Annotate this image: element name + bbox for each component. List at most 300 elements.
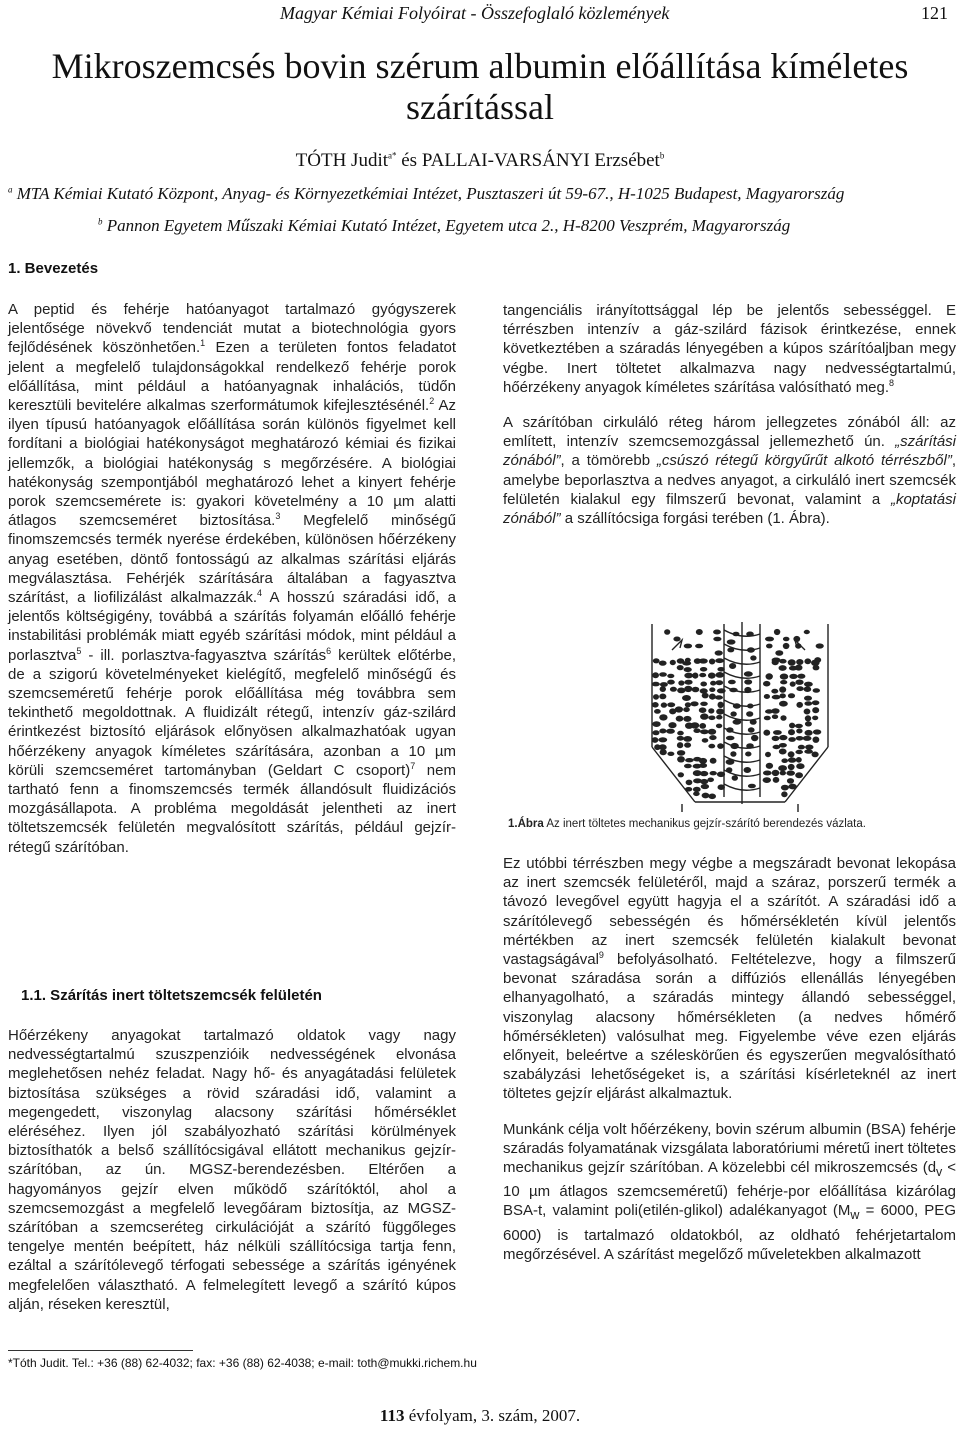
particle bbox=[796, 702, 803, 708]
section-heading: 1. Bevezetés bbox=[8, 260, 99, 277]
particle bbox=[804, 658, 811, 664]
zone-name: „szárítási zónából” bbox=[503, 433, 956, 470]
particle bbox=[796, 736, 804, 741]
text-run: Az ilyen típusú hatóanyagok előállítása során különös figyelmet kell fordítani a biológiai hatékonyságot meghatározó kémiai és fizikai jellemzők, a biológiai hatékonyság s megőrzésére. A biológiai hatékonyság szempontjából meghatározó lehet a kinyert fehérje porok szemcsemérete is: gyakori követelmény a 10 µm alatti átlagos szemcseméret biztosítása. bbox=[8, 397, 456, 530]
particle bbox=[779, 735, 787, 740]
particle bbox=[775, 650, 783, 656]
text-run: tangenciális irányítottsággal lép be jelentős sebességgel. E térrészben intenzív a gáz-szilárd fázisok érintkezése, ennek következtében a száradás lényegében a kúpos szárítóaljban megy végbe. Inert töltetet alkalmazva nagy nedvességtartalmú, hőérzékeny anyagok kíméletes szárítása valósítható meg. bbox=[503, 302, 956, 396]
particle bbox=[772, 695, 781, 700]
particle bbox=[779, 701, 788, 707]
particle bbox=[664, 629, 670, 635]
particle bbox=[805, 745, 813, 750]
particle bbox=[783, 637, 790, 642]
particle bbox=[763, 777, 771, 783]
page-footer bbox=[0, 1406, 960, 1426]
particle bbox=[781, 785, 789, 791]
particle bbox=[812, 707, 819, 713]
particle bbox=[667, 680, 675, 685]
particle bbox=[670, 687, 677, 692]
particle bbox=[696, 629, 703, 635]
particle bbox=[699, 763, 707, 768]
affiliation-b-text: Pannon Egyetem Műszaki Kémiai Kutató Intézet, Egyetem utca 2., H-8200 Veszprém, Magyarország bbox=[106, 216, 791, 235]
particle bbox=[773, 730, 782, 735]
particle bbox=[677, 665, 684, 670]
particle bbox=[788, 764, 795, 770]
particle bbox=[814, 657, 821, 663]
particle bbox=[730, 743, 738, 749]
particle bbox=[748, 784, 756, 789]
particle bbox=[699, 673, 706, 677]
ref: 1 bbox=[200, 338, 206, 349]
author-1-affil: a* bbox=[388, 150, 397, 161]
particle bbox=[798, 745, 805, 750]
particle bbox=[795, 680, 803, 685]
left-column-lower bbox=[8, 1026, 456, 1330]
author-list bbox=[0, 150, 960, 172]
particle bbox=[652, 737, 659, 743]
particle bbox=[710, 771, 717, 775]
particle bbox=[684, 667, 692, 672]
particle bbox=[746, 711, 753, 717]
particle bbox=[786, 770, 795, 775]
particle bbox=[654, 709, 661, 714]
paragraph: Hőérzékeny anyagokat tartalmazó oldatok vagy nagy nedvességtartalmú szuszpenzióik nedvességének elvonása meglehetősen nehéz feladat. Nagy hő- és anyagátadási felületek biztosítása szükséges a rövid száradási idő, valamint a megengedett, viszonylag alacsony szárítási hőmérséklet eléréséhez. Ilyen jól szabályozható szárítási körülmények biztosíthatók a belső szállítócsigával ellátott mechanikus gejzír-szárítóban, az ún. MGSZ-berendezésben. Eltérően a hagyományos gejzír elven működő szárítóktól, ahol a szemcsemozgást a megfelelő levegőáram biztosítja, az MGSZ-szárítóban a szemcseréteg cirkulációját a szárító függőleges tengelye mentén beépített, ház nélküli szállítócsiga tartja fenn, ezáltal a szárítólevegő térfogati sebessége a szárítás igényének megfelelően választható. A felmelegített levegő a szárító kúpos alján, réseken keresztül, bbox=[8, 1027, 456, 1313]
particle bbox=[771, 708, 779, 714]
particle bbox=[699, 758, 707, 764]
particle bbox=[710, 681, 716, 686]
particle bbox=[700, 688, 708, 693]
particle bbox=[668, 722, 676, 728]
text-run: Ezen a területen fontos feladatot jelent a megfelelő tulajdonságokkal rendelkező fehérje porok előállítása, mint például a hatóanyagnak inhalációs, tüdőn keresztüli bevitelére alkalmas szerformátumok kifejlesztésénél. bbox=[8, 339, 456, 415]
particle bbox=[660, 682, 668, 687]
particle bbox=[813, 665, 820, 670]
particle bbox=[804, 686, 812, 692]
particle bbox=[653, 694, 659, 700]
particle bbox=[702, 693, 709, 699]
ref: 3 bbox=[275, 511, 281, 522]
affiliation-a-marker: a bbox=[8, 184, 13, 195]
text-run: a szállítócsiga forgási terében (1. Ábra). bbox=[560, 510, 830, 528]
particle bbox=[733, 703, 741, 708]
particle bbox=[684, 764, 692, 769]
text-run: , amelybe beporlasztva a nedves anyagot, a cirkuláló inert szemcsék felületén kialakul egy filmszerű bevonat, valamint a bbox=[503, 452, 956, 508]
particle bbox=[766, 644, 773, 649]
particle bbox=[779, 749, 787, 755]
zone-name: „koptatási zónából” bbox=[503, 490, 956, 528]
particle bbox=[659, 661, 667, 666]
particle bbox=[716, 715, 722, 720]
particle bbox=[744, 671, 753, 676]
particle bbox=[795, 724, 803, 728]
ref: 8 bbox=[889, 377, 895, 388]
particle bbox=[796, 659, 803, 665]
particle bbox=[685, 758, 694, 762]
particle bbox=[803, 736, 812, 741]
subscript: w bbox=[850, 1208, 860, 1223]
particle bbox=[744, 767, 752, 773]
particle bbox=[745, 752, 751, 757]
particle bbox=[715, 650, 723, 655]
text-run: , a tömörebb bbox=[560, 452, 657, 470]
particle bbox=[717, 743, 724, 749]
particle bbox=[748, 727, 755, 732]
particle bbox=[816, 643, 824, 648]
footnote-divider bbox=[8, 1350, 193, 1351]
particle bbox=[772, 736, 780, 741]
particle bbox=[652, 721, 660, 727]
particle bbox=[780, 680, 787, 684]
particle bbox=[788, 757, 797, 762]
particle bbox=[766, 673, 773, 679]
particle bbox=[727, 648, 734, 653]
paragraph bbox=[503, 413, 956, 528]
particle bbox=[667, 674, 674, 678]
particle bbox=[686, 780, 693, 786]
particle bbox=[708, 729, 716, 735]
text-run: A szárítóban cirkuláló réteg három jellegzetes zónából áll: az említett, intenzív szemcsemozgással jellemezhető ún. bbox=[503, 414, 956, 451]
particle bbox=[729, 663, 736, 669]
author-conj: és bbox=[396, 150, 422, 171]
particle bbox=[716, 724, 722, 729]
particle bbox=[708, 708, 714, 713]
particle bbox=[744, 687, 751, 693]
particle bbox=[744, 679, 752, 684]
particle bbox=[658, 737, 667, 742]
particle bbox=[659, 672, 667, 677]
volume-text: évfolyam, 3. szám, 2007. bbox=[404, 1406, 581, 1425]
title-line-2: szárítással bbox=[406, 87, 554, 127]
particle bbox=[677, 756, 685, 762]
particle bbox=[787, 778, 794, 784]
particle bbox=[700, 729, 709, 734]
particle bbox=[709, 735, 716, 740]
particle bbox=[716, 709, 724, 715]
particle bbox=[773, 777, 780, 783]
ref: 5 bbox=[76, 645, 82, 656]
affiliation-b-marker: b bbox=[98, 216, 103, 227]
figure-caption-text: Az inert töltetes mechanikus gejzír-szárító berendezés vázlata. bbox=[543, 818, 866, 830]
particle bbox=[727, 639, 736, 644]
author-2-affil: b bbox=[659, 150, 665, 161]
particle bbox=[804, 749, 813, 753]
particle bbox=[804, 630, 810, 634]
particle bbox=[715, 658, 724, 663]
volume-number: 113 bbox=[379, 1406, 405, 1425]
particle bbox=[699, 723, 706, 729]
particle bbox=[780, 771, 786, 776]
particle bbox=[660, 686, 666, 692]
particle bbox=[783, 643, 790, 649]
journal-header: Magyar Kémiai Folyóirat - Összefoglaló közlemények bbox=[280, 3, 670, 23]
particle bbox=[796, 757, 802, 763]
particle bbox=[678, 772, 684, 777]
particle bbox=[804, 696, 812, 701]
text-run: A peptid és fehérje hatóanyagot tartalmazó gyógyszerek jelentősége növekvő tendenciát mutat a biotechnológia gyors fejlődésének köszönhetően. bbox=[8, 301, 456, 357]
particle bbox=[690, 722, 699, 728]
particle bbox=[666, 729, 675, 734]
particle bbox=[685, 787, 692, 792]
ref: 6 bbox=[326, 645, 332, 656]
left-column bbox=[8, 300, 456, 873]
text-run: A hosszú száradási idő, a jelentős költségigény, továbbá a szárítás folyamán előálló fehérje instabilitási problémák miatt egyéb szárítási módok, mint például a porlasztva bbox=[8, 589, 456, 664]
particle bbox=[699, 658, 708, 663]
particle bbox=[700, 779, 708, 784]
particle bbox=[788, 751, 795, 757]
particle bbox=[796, 763, 804, 769]
right-column-top bbox=[503, 301, 956, 544]
text-run: - ill. porlasztva-fagyasztva szárítás bbox=[81, 646, 327, 664]
particle bbox=[747, 647, 755, 652]
right-column-bottom bbox=[503, 854, 956, 1280]
particle bbox=[804, 709, 811, 715]
particle bbox=[781, 758, 788, 763]
particle bbox=[667, 752, 674, 756]
particle bbox=[730, 711, 736, 716]
paragraph bbox=[503, 301, 956, 397]
particle bbox=[708, 716, 715, 721]
particle bbox=[673, 637, 680, 642]
paragraph bbox=[503, 854, 956, 1104]
particle bbox=[726, 767, 732, 773]
particle bbox=[805, 715, 811, 721]
particle bbox=[684, 673, 693, 679]
particle bbox=[779, 686, 786, 692]
particle bbox=[750, 719, 757, 725]
particle bbox=[685, 658, 691, 662]
particle bbox=[718, 784, 725, 790]
particle bbox=[788, 784, 796, 790]
particle bbox=[702, 793, 710, 799]
figure-caption bbox=[508, 818, 866, 830]
corresponding-author-footnote: *Tóth Judit. Tel.: +36 (88) 62-4032; fax: +36 (88) 62-4038; e-mail: toth@mukki.richem.hu bbox=[8, 1356, 477, 1370]
particle bbox=[659, 729, 666, 734]
particle bbox=[690, 701, 698, 706]
particle bbox=[685, 702, 691, 707]
particle bbox=[709, 687, 715, 692]
particle bbox=[747, 704, 753, 709]
particle bbox=[653, 658, 660, 663]
particle bbox=[804, 682, 813, 687]
particle bbox=[700, 682, 707, 687]
particle bbox=[795, 772, 803, 778]
particle bbox=[653, 730, 660, 735]
particle bbox=[677, 688, 685, 694]
particle bbox=[675, 706, 683, 712]
particle bbox=[659, 694, 666, 700]
particle bbox=[765, 752, 771, 757]
particle bbox=[805, 730, 813, 736]
text-run: nem tartható fenn a finomszemcsés termék állandósult fluidizációs mozgásállapota. A probléma megoldását jelentheti az inert töltetszemcsék felületén megvalósított szárítás, például gejzír-rétegű szárítóban. bbox=[8, 761, 456, 856]
particle bbox=[678, 680, 684, 685]
title-line-1: Mikroszemcsés bovin szérum albumin előállítása kíméletes bbox=[51, 46, 909, 86]
ref: 2 bbox=[429, 396, 435, 407]
article-title bbox=[0, 46, 960, 128]
page-number: 121 bbox=[921, 3, 948, 23]
particle bbox=[813, 729, 821, 734]
particle bbox=[683, 716, 691, 722]
particle bbox=[708, 673, 716, 679]
text-run: kerültek előtérbe, de a szigorú követelményeket kielégítő, megfelelő minőségű és szemcseméretű fehérje porok előállítása még továbbra sem tekinthető megoldottnak. A fluidizált rétegű, intenzív gáz-szilárd érintkezést biztosító eljárások előnyösen alkalmazhatóak ugyan hőérzékeny anyagok kíméletes szárítására, azonban a 10 µm körüli szemcseméret tartományban (Geldart C csoport) bbox=[8, 646, 456, 779]
particle bbox=[709, 694, 716, 700]
subscript: v bbox=[936, 1165, 943, 1180]
particle bbox=[693, 728, 700, 733]
particle bbox=[692, 673, 698, 679]
affiliation-a bbox=[8, 184, 958, 204]
particle bbox=[746, 632, 754, 637]
particle bbox=[772, 770, 780, 776]
particle bbox=[813, 737, 820, 743]
affiliation-a-text: MTA Kémiai Kutató Központ, Anyag- és Környezetkémiai Intézet, Pusztaszeri út 59-67., H-1025 Budapest, Magyarország bbox=[16, 184, 845, 203]
particle bbox=[793, 636, 800, 642]
particle bbox=[659, 714, 667, 720]
particle bbox=[684, 742, 691, 747]
particle bbox=[708, 794, 716, 800]
particle bbox=[716, 672, 725, 678]
particle bbox=[718, 702, 724, 708]
particle bbox=[676, 716, 684, 722]
particle bbox=[764, 694, 770, 699]
particle bbox=[772, 658, 781, 663]
particle bbox=[661, 702, 667, 707]
particle bbox=[729, 688, 737, 693]
particle bbox=[779, 743, 787, 748]
particle bbox=[652, 682, 660, 687]
particle bbox=[765, 637, 774, 642]
particle bbox=[796, 729, 802, 734]
particle bbox=[750, 655, 756, 660]
particle bbox=[763, 730, 770, 736]
particle bbox=[683, 736, 692, 742]
ref: 4 bbox=[257, 588, 263, 599]
particle bbox=[717, 688, 726, 693]
text-run: < 10 µm átlagos szemcseméretű) fehérje-por előállítása kizárólag BSA-t, valamint poli(etilén-glikol) adalékanyagot (M bbox=[503, 1159, 956, 1220]
particle bbox=[778, 765, 787, 771]
particle bbox=[717, 667, 724, 672]
subsection-heading: 1.1. Szárítás inert töltetszemcsék felületén bbox=[21, 987, 322, 1004]
figure-label: 1.Ábra bbox=[508, 818, 544, 830]
particle bbox=[700, 667, 707, 672]
particle bbox=[812, 700, 820, 705]
particle bbox=[682, 695, 691, 701]
particle bbox=[709, 659, 715, 665]
particle bbox=[780, 715, 786, 721]
text-run: = 6000, PEG 6000) is tartalmazó oldatokból, az oldható fehérjetartalom megőrzésével. A szárítást megelőző műveletekben alkalmazott bbox=[503, 1202, 956, 1263]
particle bbox=[812, 752, 819, 758]
particle bbox=[780, 693, 786, 698]
particle bbox=[684, 644, 692, 649]
particle bbox=[796, 686, 803, 691]
author-1: TÓTH Judit bbox=[295, 150, 388, 171]
particle bbox=[790, 681, 796, 686]
particle bbox=[789, 674, 797, 679]
particle bbox=[805, 721, 812, 726]
particle bbox=[813, 688, 820, 693]
particle bbox=[733, 719, 742, 724]
particle bbox=[652, 672, 659, 678]
particle bbox=[726, 736, 735, 741]
particle bbox=[716, 680, 724, 685]
particle bbox=[795, 665, 803, 671]
particle bbox=[670, 660, 676, 665]
particle bbox=[710, 758, 717, 764]
particle bbox=[795, 643, 801, 648]
particle bbox=[707, 778, 714, 783]
text-run: befolyásolható. Feltételezve, hogy a filmszerű bevonat száradása során a diffúziós ellenállás lényegében elhanyagolható, a száradás mintegy állandó sebességgel, viszonylag alacsony hőmérsékleten (a nedves hőmérő hőmérsékleten) valósulhat meg. Figyelembe véve ezen eljárás előnyeit, beleértve a széleskörűen és egyszerűen megvalósítható szabályzási lehetőségeket is, a szárítási kísérleteknél az inert töltetes gejzír eljárást alkalmaztuk. bbox=[503, 951, 956, 1103]
text-run: Munkánk célja volt hőérzékeny, bovin szérum albumin (BSA) fehérje száradás folyamatának vizsgálata laboratóriumi méretű inert töltetes mechanikus gejzír szárítóban. A közelebbi cél mikroszemcsés (d bbox=[503, 1120, 956, 1177]
particle bbox=[764, 716, 771, 721]
particle bbox=[788, 693, 795, 698]
particle bbox=[733, 632, 740, 637]
particle bbox=[795, 750, 803, 754]
particle bbox=[726, 759, 735, 765]
particle bbox=[763, 771, 772, 776]
particle bbox=[695, 644, 703, 649]
particle bbox=[730, 751, 736, 757]
author-2: PALLAI-VARSÁNYI Erzsébet bbox=[421, 150, 660, 171]
particle bbox=[728, 680, 736, 685]
text-run: Megfelelő minőségű finomszemcsés termék nyerése érdekében, különösen hőérzékeny anyag esetében, döntő fontosságú az alkalmas szárítási eljárás megválasztása. Fehérjék szárítására általában a fagyasztva szárítást, a liofilizálást alkalmazzák. bbox=[8, 512, 456, 607]
particle bbox=[667, 702, 675, 707]
particle bbox=[700, 771, 708, 776]
particle bbox=[677, 742, 683, 748]
ref: 7 bbox=[410, 760, 416, 771]
particle bbox=[788, 659, 796, 665]
intro-paragraph bbox=[8, 300, 456, 857]
particle bbox=[713, 637, 721, 642]
particle bbox=[717, 772, 725, 778]
zone-name: „csúszó rétegű körgyűrűt alkotó térrészből” bbox=[656, 452, 952, 470]
particle bbox=[781, 791, 787, 797]
particle bbox=[684, 686, 692, 692]
particle bbox=[788, 729, 795, 735]
particle bbox=[660, 749, 667, 755]
particle bbox=[766, 763, 773, 769]
particle bbox=[715, 695, 723, 699]
particle bbox=[693, 787, 701, 792]
particle bbox=[789, 723, 795, 729]
particle bbox=[780, 674, 788, 680]
particle bbox=[652, 702, 659, 708]
particle bbox=[779, 665, 787, 671]
particle bbox=[771, 689, 778, 694]
particle bbox=[763, 681, 770, 687]
particle bbox=[677, 731, 684, 736]
inert-particles bbox=[652, 629, 824, 799]
particle bbox=[701, 784, 709, 789]
particle bbox=[751, 735, 758, 741]
particle bbox=[732, 775, 738, 781]
particle bbox=[746, 743, 754, 749]
particle bbox=[683, 707, 690, 712]
particle bbox=[726, 727, 733, 732]
particle bbox=[692, 687, 700, 693]
particle bbox=[699, 707, 707, 713]
particle bbox=[677, 750, 685, 756]
particle bbox=[677, 736, 684, 741]
ref: 9 bbox=[598, 950, 604, 961]
text-run: Ez utóbbi térrészben megy végbe a megszáradt bevonat lekopása az inert szemcsék felületéről, majd a száraz, porszerű termék a távozó levegővel együtt hagyja el a szárítót. A száradási idő a szárítólevegő sebességén és hőmérsékletén kívül jelentős mértékben az inert szemcsék felületén kialakult bevonat vastagságával bbox=[503, 855, 956, 969]
particle bbox=[797, 674, 805, 679]
particle bbox=[804, 701, 812, 706]
particle bbox=[700, 702, 708, 706]
particle bbox=[700, 713, 708, 719]
particle bbox=[774, 629, 780, 635]
affiliation-b bbox=[98, 216, 790, 236]
particle bbox=[788, 737, 796, 742]
particle bbox=[812, 716, 818, 721]
particle bbox=[702, 738, 709, 743]
particle bbox=[693, 792, 700, 797]
